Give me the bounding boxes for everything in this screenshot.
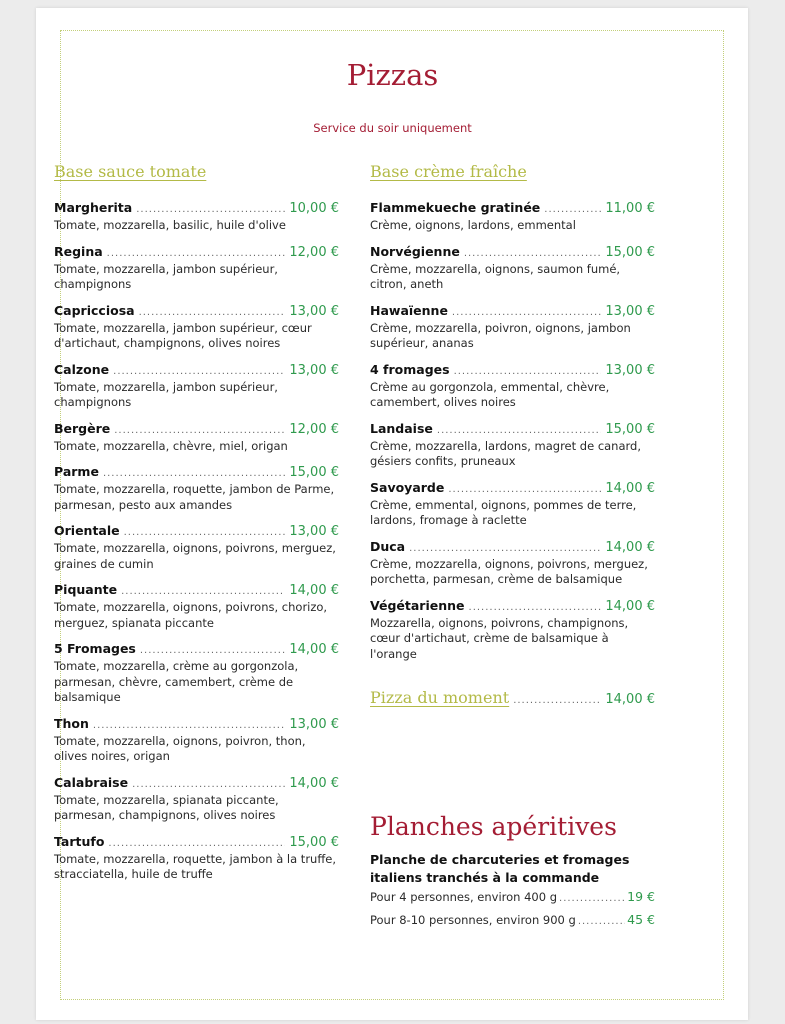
pizza-description: Crème, mozzarella, lardons, magret de canard, gésiers confits, pruneaux [370,438,642,468]
pizza-price: 13,00 € [289,716,339,732]
menu-item [54,362,339,411]
planche-name: Planche de charcuteries et fromages italiens tranchés à la commande [370,852,630,885]
menu-item [54,775,339,824]
planches-title: Planches apéritives [370,812,617,841]
pizza-name: Calabraise [54,774,129,790]
pizza-description: Tomate, mozzarella, crème au gorgonzola, parmesan, chèvre, camembert, crème de balsamique [54,659,299,704]
pizza-description: Tomate, mozzarella, spianata piccante, parmesan, champignons, olives noires [54,792,279,822]
pizza-description: Tomate, mozzarella, jambon supérieur, cœur d'artichaut, champignons, olives noires [54,320,312,350]
pizza-price: 14,00 € [605,598,655,614]
menu-item-row [54,582,339,600]
pizza-price: 11,00 € [605,201,655,216]
pizza-price: 14,00 € [289,583,339,598]
menu-item-row [54,464,339,482]
menu-item-row [370,421,655,439]
pizza-price: 12,00 € [289,421,339,437]
menu-item-row [54,200,339,218]
leader-dots [113,366,285,377]
planche-option [370,889,655,910]
leader-dots [454,366,602,377]
menu-item [54,716,339,765]
leader-dots [513,695,601,706]
menu-item [54,523,339,572]
pizza-description: Tomate, mozzarella, jambon supérieur, champignons [54,379,278,409]
pizza-name: Savoyarde [370,479,445,495]
planches-section [370,812,655,933]
pizza-name: Duca [370,538,406,554]
pizza-price: 14,00 € [289,775,339,791]
leader-dots [578,916,625,927]
pizza-price: 15,00 € [605,421,655,437]
leader-dots [469,602,602,613]
pizza-price: 15,00 € [605,244,655,260]
pizza-name: Regina [54,243,103,259]
pizza-name: 5 Fromages [54,641,136,656]
pizza-name: Norvégienne [370,243,460,259]
leader-dots [103,468,285,479]
menu-item-row [370,598,655,616]
pizza-description: Mozzarella, oignons, poivrons, champignons, cœur d'artichaut, crème de balsamique à l'orange [370,615,629,661]
menu-item [54,200,339,234]
leader-dots [140,645,286,656]
pizza-name: Hawaïenne [370,302,448,318]
menu-item-row [54,834,339,852]
menu-item-row [54,641,339,659]
pizza-description: Tomate, mozzarella, jambon supérieur, champignons [54,261,278,291]
pizza-price: 15,00 € [289,465,339,480]
cream-base-column [370,162,655,706]
planche-option-label: Pour 4 personnes, environ 400 g [370,890,558,904]
pizza-description: Crème, mozzarella, oignons, saumon fumé, citron, aneth [370,261,621,291]
leader-dots [121,586,285,597]
pizza-price: 14,00 € [605,480,655,496]
pizza-name: Végétarienne [370,597,465,613]
pizza-name: Capricciosa [54,302,135,318]
menu-item-row [54,244,339,262]
pizza-description: Tomate, mozzarella, oignons, poivrons, chorizo, merguez, spianata piccante [54,600,328,630]
pizza-description: Tomate, mozzarella, oignons, poivron, thon, olives noires, origan [54,733,306,763]
pizza-name: Margherita [54,200,133,215]
menu-item [54,421,339,455]
menu-item-row [54,303,339,321]
planche-option [370,912,655,933]
pizza-name: Piquante [54,582,118,597]
pizza-name: Thon [54,715,89,731]
leader-dots [136,204,285,215]
pizza-price: 15,00 € [289,834,339,850]
pizza-price: 13,00 € [289,524,339,539]
menu-item-row [370,303,655,321]
section-heading-cream: Base crème fraîche [370,162,527,181]
pizza-name: Calzone [54,361,110,377]
cream-pizza-list [370,200,655,662]
menu-item-row [370,480,655,498]
leader-dots [452,307,601,318]
pizza-price: 14,00 € [289,642,339,657]
pizza-description: Crème au gorgonzola, emmental, chèvre, camembert, olives noires [370,379,610,409]
leader-dots [559,893,625,904]
pizza-description: Tomate, mozzarella, roquette, jambon de Parme, parmesan, pesto aux amandes [54,482,335,512]
pizza-price: 14,00 € [605,539,655,555]
menu-item [54,641,339,706]
pizza-price: 10,00 € [289,201,339,216]
pizza-description: Tomate, mozzarella, roquette, jambon à la truffe, stracciatella, huile de truffe [54,851,336,881]
planche-option-label: Pour 8-10 personnes, environ 900 g [370,913,576,927]
pizza-description: Tomate, mozzarella, basilic, huile d'olive [54,218,286,232]
planche-option-price: 45 € [627,912,655,927]
pizza-name: 4 fromages [370,361,450,377]
pizza-description: Crème, mozzarella, poivron, oignons, jambon supérieur, ananas [370,320,631,350]
menu-item [54,244,339,293]
menu-item [54,464,339,513]
menu-item [54,834,339,883]
pizza-name: Flammekueche gratinée [370,200,541,215]
pizza-description: Tomate, mozzarella, oignons, poivrons, merguez, graines de cumin [54,541,336,571]
leader-dots [544,204,601,215]
pizza-name: Landaise [370,420,433,436]
leader-dots [464,248,602,259]
menu-item [370,303,655,352]
menu-item [370,598,655,663]
menu-item [370,480,655,529]
menu-item [54,582,339,631]
pizza-name: Parme [54,464,99,479]
pizza-name: Tartufo [54,833,105,849]
leader-dots [448,484,601,495]
tomato-pizza-list [54,200,339,883]
leader-dots [107,248,286,259]
planche-option-price: 19 € [627,889,655,904]
leader-dots [124,527,286,538]
leader-dots [93,720,285,731]
pizza-price: 13,00 € [605,362,655,378]
pizza-description: Crème, mozzarella, oignons, poivrons, merguez, porchetta, parmesan, crème de balsamique [370,556,648,586]
pizza-name: Bergère [54,420,111,436]
menu-item [370,421,655,470]
menu-item-row [54,775,339,793]
pizza-description: Tomate, mozzarella, chèvre, miel, origan [54,438,288,453]
menu-item-row [370,362,655,380]
pizza-description: Crème, emmental, oignons, pommes de terre, lardons, fromage à raclette [370,497,637,527]
leader-dots [409,543,601,554]
section-heading-tomato: Base sauce tomate [54,162,207,181]
menu-item [54,303,339,352]
menu-item-row [54,362,339,380]
page-subtitle: Service du soir uniquement [313,121,472,135]
menu-item [370,200,655,234]
menu-item-row [370,539,655,557]
menu-item [370,244,655,293]
pizza-description: Crème, oignons, lardons, emmental [370,218,576,232]
moment-price: 14,00 € [605,692,655,707]
pizza-name: Orientale [54,523,120,538]
pizza-price: 12,00 € [289,244,339,260]
moment-name: Pizza du moment [370,688,510,707]
menu-item-row [370,200,655,218]
pizza-du-moment [370,688,655,706]
leader-dots [132,779,285,790]
leader-dots [108,838,285,849]
page-title: Pizzas [346,58,439,92]
leader-dots [437,425,601,436]
leader-dots [114,425,285,436]
menu-item-row [54,421,339,439]
pizza-price: 13,00 € [289,362,339,378]
pizza-price: 13,00 € [605,303,655,319]
menu-item-row [54,523,339,541]
menu-item [370,362,655,411]
menu-item [370,539,655,588]
menu-item-row [370,244,655,262]
tomato-base-column [54,162,339,883]
menu-item-row [54,716,339,734]
leader-dots [139,307,286,318]
pizza-price: 13,00 € [289,303,339,319]
